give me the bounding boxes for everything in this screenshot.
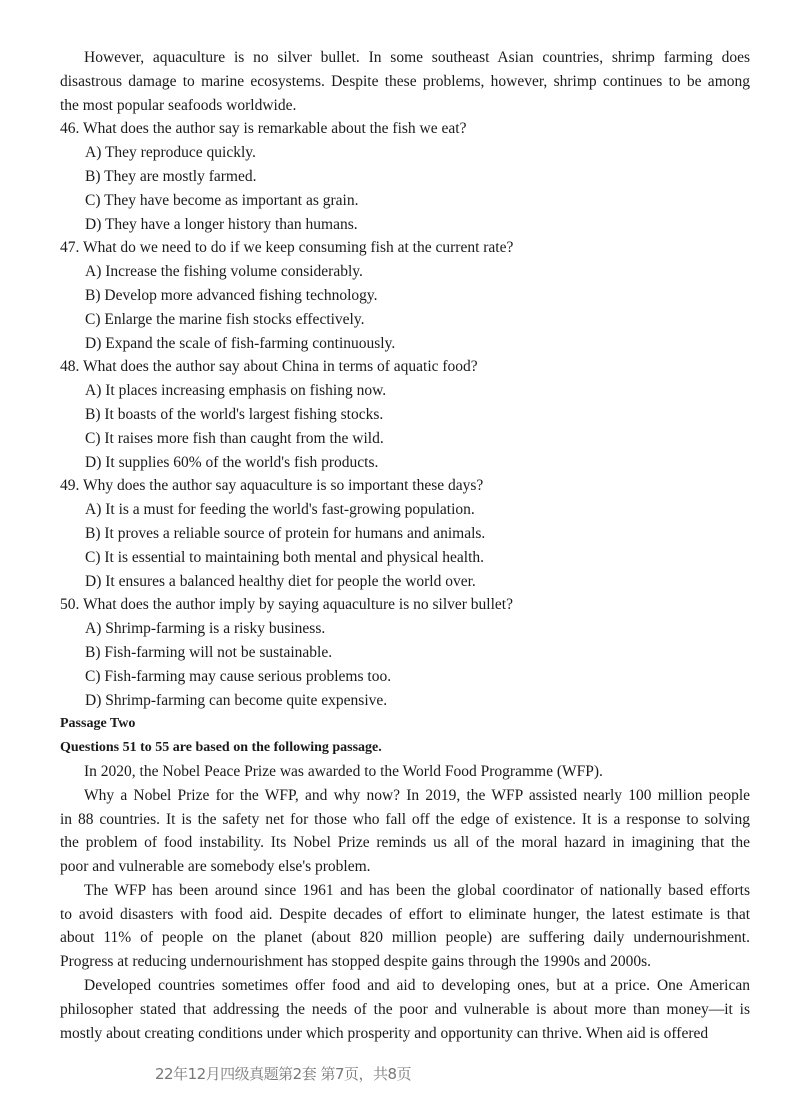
passage-paragraph-line: to avoid disasters with food aid. Despite decades of effort to eliminate hunger, the latest estimate is that xyxy=(60,905,750,923)
answer-option: D) They have a longer history than humans. xyxy=(85,215,358,233)
document-page xyxy=(60,46,750,1045)
answer-option: B) Fish-farming will not be sustainable. xyxy=(85,643,333,661)
passage-paragraph-line: Progress at reducing undernourishment has stopped despite gains through the 1990s and 2000s. xyxy=(60,953,652,971)
passage-heading: Passage Two xyxy=(60,716,136,732)
passage-paragraph-line: philosopher stated that addressing the needs of the poor and vulnerable is about more than money—it is xyxy=(60,1000,750,1018)
answer-option: D) Shrimp-farming can become quite expensive. xyxy=(85,691,388,709)
answer-option: C) It is essential to maintaining both mental and physical health. xyxy=(85,548,485,566)
passage-instruction: Questions 51 to 55 are based on the following passage. xyxy=(60,740,382,756)
passage-paragraph-line: Developed countries sometimes offer food and aid to developing ones, but at a price. One American xyxy=(84,977,750,995)
page-footer: 22年12月四级真题第2套 第7页，共8页 xyxy=(155,1065,412,1083)
passage-paragraph-line: in 88 countries. It is the safety net for those who fall off the edge of existence. It is a response to solving xyxy=(60,810,750,828)
question-stem: 48. What does the author say about China in terms of aquatic food? xyxy=(60,358,478,376)
passage-paragraph-line: Why a Nobel Prize for the WFP, and why now? In 2019, the WFP assisted nearly 100 million people xyxy=(84,786,750,804)
answer-option: B) It proves a reliable source of protein for humans and animals. xyxy=(85,524,486,542)
answer-option: D) It ensures a balanced healthy diet for people the world over. xyxy=(85,572,476,590)
answer-option: B) Develop more advanced fishing technology. xyxy=(85,286,378,304)
answer-option: A) Increase the fishing volume considerably. xyxy=(85,263,363,281)
passage-paragraph-line: In 2020, the Nobel Peace Prize was awarded to the World Food Programme (WFP). xyxy=(84,762,603,780)
question-stem: 47. What do we need to do if we keep consuming fish at the current rate? xyxy=(60,239,514,257)
answer-option: A) They reproduce quickly. xyxy=(85,144,256,162)
answer-option: C) Enlarge the marine fish stocks effectively. xyxy=(85,310,365,328)
passage-paragraph-line: The WFP has been around since 1961 and has been the global coordinator of nationally based efforts xyxy=(84,881,750,899)
question-stem: 50. What does the author imply by saying aquaculture is no silver bullet? xyxy=(60,596,513,614)
answer-option: D) It supplies 60% of the world's fish products. xyxy=(85,453,379,471)
answer-option: B) It boasts of the world's largest fishing stocks. xyxy=(85,405,384,423)
intro-paragraph-line: However, aquaculture is no silver bullet. In some southeast Asian countries, shrimp farming does xyxy=(84,49,750,66)
answer-option: A) It places increasing emphasis on fishing now. xyxy=(85,382,387,400)
question-stem: 46. What does the author say is remarkable about the fish we eat? xyxy=(60,120,467,138)
passage-paragraph-line: the problem of food instability. Its Nobel Prize reminds us all of the moral hazard in imagining that the xyxy=(60,834,750,852)
passage-paragraph-line: about 11% of people on the planet (about 820 million people) are suffering daily undernourishment. xyxy=(60,929,750,947)
passage-paragraph-line: poor and vulnerable are somebody else's problem. xyxy=(60,858,371,876)
answer-option: D) Expand the scale of fish-farming continuously. xyxy=(85,334,396,352)
answer-option: C) It raises more fish than caught from the wild. xyxy=(85,429,384,447)
passage-paragraph-line: mostly about creating conditions under which prosperity and opportunity can thrive. When aid is offered xyxy=(60,1024,709,1042)
intro-paragraph-line: disastrous damage to marine ecosystems. Despite these problems, however, shrimp continues to be among xyxy=(60,72,750,90)
answer-option: A) Shrimp-farming is a risky business. xyxy=(85,620,326,638)
answer-option: C) They have become as important as grain. xyxy=(85,191,359,209)
answer-option: C) Fish-farming may cause serious problems too. xyxy=(85,667,392,685)
answer-option: A) It is a must for feeding the world's fast-growing population. xyxy=(85,501,475,519)
intro-paragraph-line: the most popular seafoods worldwide. xyxy=(60,96,297,114)
question-stem: 49. Why does the author say aquaculture is so important these days? xyxy=(60,477,484,495)
answer-option: B) They are mostly farmed. xyxy=(85,167,257,185)
